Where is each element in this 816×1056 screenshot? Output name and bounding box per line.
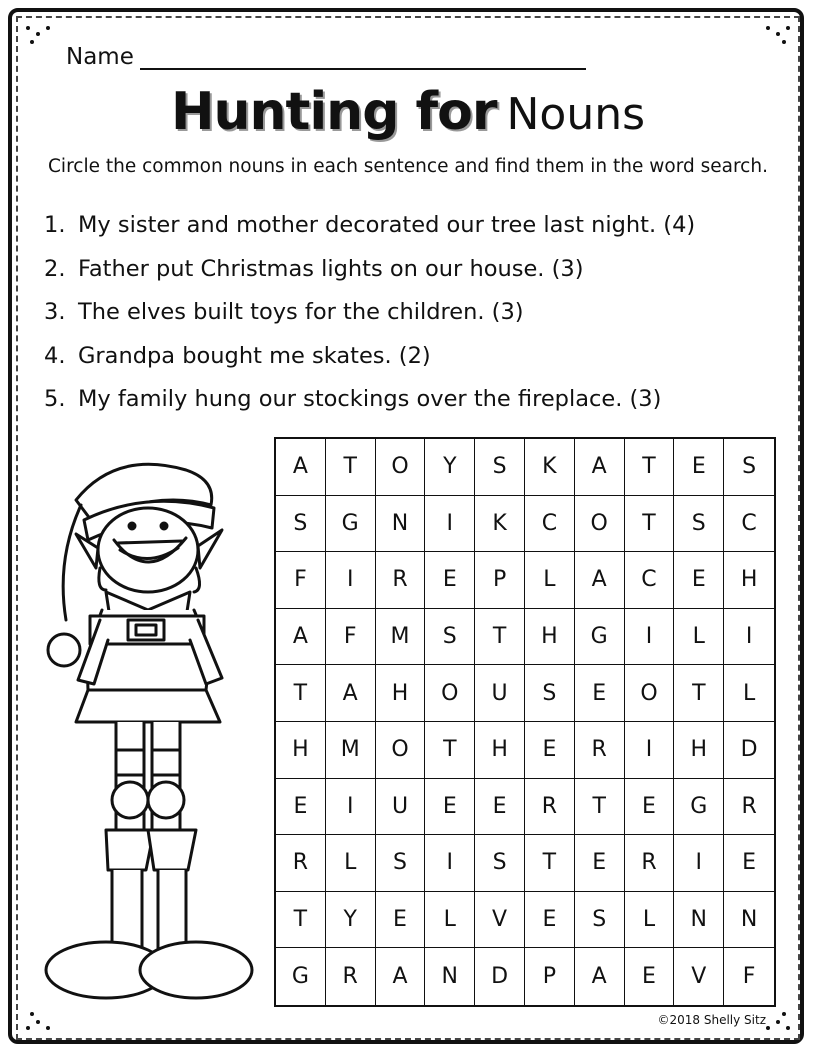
grid-cell[interactable]: E: [525, 722, 575, 779]
sentence-number: 5.: [44, 386, 66, 412]
grid-cell[interactable]: N: [674, 892, 724, 949]
grid-cell[interactable]: R: [276, 835, 326, 892]
grid-cell[interactable]: O: [425, 665, 475, 722]
worksheet-title: [0, 82, 816, 142]
grid-cell[interactable]: T: [575, 779, 625, 836]
grid-cell[interactable]: S: [376, 835, 426, 892]
grid-cell[interactable]: H: [724, 552, 774, 609]
grid-cell[interactable]: L: [724, 665, 774, 722]
grid-cell[interactable]: E: [376, 892, 426, 949]
grid-cell[interactable]: T: [475, 609, 525, 666]
grid-cell[interactable]: N: [425, 948, 475, 1005]
grid-cell[interactable]: E: [425, 552, 475, 609]
grid-cell[interactable]: I: [724, 609, 774, 666]
elf-illustration-icon: [36, 450, 258, 1015]
grid-cell[interactable]: I: [326, 779, 376, 836]
grid-cell[interactable]: I: [625, 722, 675, 779]
grid-cell[interactable]: E: [575, 665, 625, 722]
sentence-item: [44, 249, 695, 293]
grid-cell[interactable]: C: [525, 496, 575, 553]
grid-cell[interactable]: R: [724, 779, 774, 836]
grid-cell[interactable]: E: [724, 835, 774, 892]
corner-dots-bottom-right: [762, 1008, 792, 1032]
grid-cell[interactable]: V: [475, 892, 525, 949]
sentence-text[interactable]: Father put Christmas lights on our house. (3): [78, 255, 584, 282]
grid-cell[interactable]: L: [625, 892, 675, 949]
grid-cell[interactable]: T: [276, 892, 326, 949]
sentence-number: 2.: [44, 255, 66, 282]
grid-cell[interactable]: L: [525, 552, 575, 609]
grid-cell[interactable]: A: [575, 552, 625, 609]
grid-cell[interactable]: K: [525, 439, 575, 496]
grid-cell[interactable]: H: [276, 722, 326, 779]
grid-cell[interactable]: G: [326, 496, 376, 553]
grid-cell[interactable]: A: [326, 665, 376, 722]
grid-cell[interactable]: R: [575, 722, 625, 779]
grid-cell[interactable]: U: [475, 665, 525, 722]
sentence-text[interactable]: My family hung our stockings over the fireplace. (3): [78, 386, 662, 412]
grid-cell[interactable]: E: [276, 779, 326, 836]
grid-cell[interactable]: G: [575, 609, 625, 666]
grid-cell[interactable]: C: [724, 496, 774, 553]
grid-cell[interactable]: A: [276, 439, 326, 496]
corner-dots-top-right: [762, 24, 792, 48]
grid-cell[interactable]: R: [376, 552, 426, 609]
grid-cell[interactable]: P: [525, 948, 575, 1005]
sentence-text[interactable]: My sister and mother decorated our tree last night. (4): [78, 212, 696, 238]
grid-cell[interactable]: V: [674, 948, 724, 1005]
copyright: ©2018 Shelly Sitz: [657, 1013, 766, 1027]
grid-cell[interactable]: O: [376, 722, 426, 779]
grid-cell[interactable]: Y: [326, 892, 376, 949]
sentence-text[interactable]: The elves built toys for the children. (3): [78, 299, 524, 325]
grid-cell[interactable]: G: [276, 948, 326, 1005]
sentence-text[interactable]: Grandpa bought me skates. (2): [78, 342, 431, 369]
grid-cell[interactable]: I: [674, 835, 724, 892]
sentence-item: [44, 379, 695, 423]
name-row: [66, 42, 586, 70]
grid-cell[interactable]: S: [475, 835, 525, 892]
grid-cell[interactable]: S: [475, 439, 525, 496]
grid-cell[interactable]: F: [326, 609, 376, 666]
sentence-number: 1.: [44, 212, 66, 238]
sentence-list: [44, 205, 695, 423]
grid-cell[interactable]: S: [724, 439, 774, 496]
grid-cell[interactable]: T: [326, 439, 376, 496]
grid-cell[interactable]: I: [425, 835, 475, 892]
grid-cell[interactable]: A: [276, 609, 326, 666]
grid-cell[interactable]: L: [425, 892, 475, 949]
grid-cell[interactable]: L: [674, 609, 724, 666]
grid-cell[interactable]: M: [326, 722, 376, 779]
grid-cell[interactable]: T: [625, 496, 675, 553]
grid-cell[interactable]: Y: [425, 439, 475, 496]
grid-cell[interactable]: U: [376, 779, 426, 836]
grid-cell[interactable]: A: [376, 948, 426, 1005]
title-light-part: Nouns: [506, 89, 646, 140]
grid-cell[interactable]: D: [475, 948, 525, 1005]
grid-cell[interactable]: S: [525, 665, 575, 722]
grid-cell[interactable]: E: [425, 779, 475, 836]
grid-cell[interactable]: E: [475, 779, 525, 836]
grid-cell[interactable]: A: [575, 948, 625, 1005]
grid-cell[interactable]: S: [276, 496, 326, 553]
sentence-item: [44, 205, 695, 249]
grid-cell[interactable]: T: [674, 665, 724, 722]
grid-cell[interactable]: I: [425, 496, 475, 553]
grid-cell[interactable]: E: [625, 779, 675, 836]
grid-cell[interactable]: F: [276, 552, 326, 609]
grid-cell[interactable]: H: [674, 722, 724, 779]
grid-cell[interactable]: E: [674, 552, 724, 609]
grid-cell[interactable]: H: [376, 665, 426, 722]
grid-cell[interactable]: C: [625, 552, 675, 609]
grid-cell[interactable]: R: [625, 835, 675, 892]
sentence-number: 4.: [44, 342, 66, 369]
sentence-number: 3.: [44, 299, 66, 325]
name-field[interactable]: [140, 42, 586, 70]
grid-cell[interactable]: E: [525, 892, 575, 949]
sentence-item: [44, 292, 695, 336]
grid-cell[interactable]: S: [674, 496, 724, 553]
title-bold-part: Hunting for: [170, 82, 497, 142]
grid-cell[interactable]: L: [326, 835, 376, 892]
grid-cell[interactable]: K: [475, 496, 525, 553]
grid-cell[interactable]: R: [326, 948, 376, 1005]
sentence-item: [44, 336, 695, 380]
grid-cell[interactable]: R: [525, 779, 575, 836]
grid-cell[interactable]: S: [425, 609, 475, 666]
name-label: Name: [66, 44, 134, 70]
grid-cell[interactable]: T: [625, 439, 675, 496]
grid-cell[interactable]: F: [742, 964, 756, 990]
grid-cell[interactable]: E: [625, 948, 675, 1005]
grid-cell[interactable]: I: [625, 609, 675, 666]
grid-cell[interactable]: T: [425, 722, 475, 779]
grid-cell[interactable]: T: [276, 665, 326, 722]
grid-cell[interactable]: N: [724, 892, 774, 949]
grid-cell[interactable]: H: [525, 609, 575, 666]
grid-cell[interactable]: A: [575, 439, 625, 496]
grid-cell[interactable]: N: [376, 496, 426, 553]
grid-cell[interactable]: P: [475, 552, 525, 609]
grid-cell[interactable]: O: [575, 496, 625, 553]
grid-cell[interactable]: D: [724, 722, 774, 779]
grid-cell[interactable]: G: [674, 779, 724, 836]
grid-cell[interactable]: T: [525, 835, 575, 892]
grid-cell[interactable]: M: [376, 609, 426, 666]
grid-cell[interactable]: I: [326, 552, 376, 609]
grid-cell[interactable]: E: [674, 439, 724, 496]
directions: Circle the common nouns in each sentence and find them in the word search.: [48, 156, 768, 177]
grid-cell[interactable]: O: [625, 665, 675, 722]
grid-cell[interactable]: H: [475, 722, 525, 779]
grid-cell[interactable]: S: [575, 892, 625, 949]
grid-cell[interactable]: O: [376, 439, 426, 496]
corner-dots-top-left: [24, 24, 54, 48]
grid-cell[interactable]: E: [575, 835, 625, 892]
word-search-grid: [274, 437, 776, 1007]
